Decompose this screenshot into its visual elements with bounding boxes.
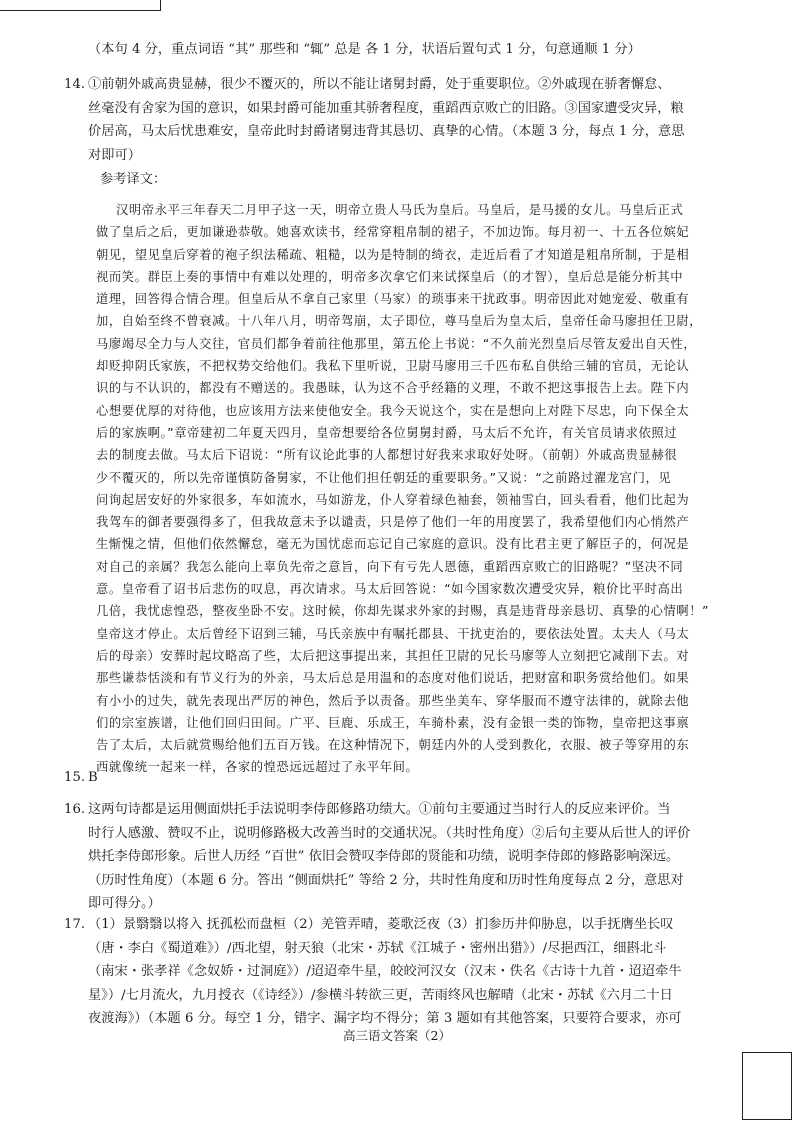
translation-line: 生惭愧之情，但他们依然懈怠，毫无为国忧虑而忘记自己家庭的意识。没有比君主更了解臣子的，何况是 [96,537,690,552]
question-14 [64,73,738,167]
header-frame-box [0,0,161,11]
q14-line: 对即可） [88,147,141,163]
header-note-text: （本句 4 分，重点词语 “其” 那些和 “辄” 总是 各 1 分，状语后置句式 1 分，句意通顺 1 分） [88,42,641,57]
q16-line: 即可得分。） [88,896,161,911]
translation-line: 加，自始至终不曾衰减。十八年八月，明帝驾崩，太子即位，尊马皇后为皇太后，皇帝任命马廖担任卫尉， [96,314,703,329]
translation-line: 那些谦恭恬淡和有节义行为的外亲，马太后总是用温和的态度对他们说话，把财富和职务赏给他们。如果 [96,671,690,686]
translation-heading [100,168,750,192]
q15-number: 15. [64,770,86,785]
q17-line: （唐・李白《蜀道难》）/西北望，射天狼（北宋・苏轼《江城子・密州出猎》）/尽挹西江，细斟北斗 [88,940,667,956]
translation-line: 后的母亲）安葬时起坟略高了些，太后把这事提出来，其担任卫尉的兄长马廖等人立刻把它减削下去。对 [96,648,690,663]
translation-line: 识的与不认识的，都没有不赠送的。我愚昧，认为这不合乎经籍的义理，不敢不把这事报告上去。陛下内 [96,381,690,396]
translation-line: 道理，回答得合情合理。但皇后从不拿自己家里（马家）的琐事来干扰政事。明帝因此对她宠爱、敬重有 [96,292,690,307]
q17-line: （南宋・张孝祥《念奴娇・过洞庭》）/迢迢牵牛星，皎皎河汉女（汉末・佚名《古诗十九首・迢迢牵牛 [88,964,682,979]
page-footer: 高三语文答案（2） [343,1028,451,1043]
q14-number: 14. [64,77,86,92]
translation-line: 视而笑。群臣上奏的事情中有难以处理的，明帝多次拿它们来试探皇后（的才智），皇后总是能分析其中 [96,269,684,284]
q17-line: （1）景翳翳以将入 抚孤松而盘桓（2）羌管弄晴，菱歌泛夜（3）扪参历井仰胁息，以手抚膺坐长叹 [88,917,674,932]
translation-line: 意。皇帝看了诏书后悲伤的叹息，再次请求。马太后回答说：“如今国家数次遭受灾异，粮价比平时高出 [96,582,684,597]
header-note [88,38,738,62]
translation-line: 西就像统一起来一样，各家的惶恐远远超过了永平年间。 [96,760,419,775]
translation-line: 告了太后，太后就赏赐给他们五百万钱。在这种情况下，朝廷内外的人受到教化，衣服、被子等穿用的东 [96,738,690,753]
translation-line: 少不覆灭的，所以先帝谨慎防备舅家，不让他们担任朝廷的重要职务。”又说：“之前路过濯龙宫门，见 [96,470,672,485]
q16-number: 16. [64,802,86,817]
translation-line: 心想要优厚的对待他，也应该用方法来使他安全。我今天说这个，实在是想向上对陛下尽忠，向下保全太 [96,403,690,418]
q16-line: 烘托李侍郎形象。后世人历经 “百世” 依旧会赞叹李侍郎的贤能和功绩，说明李侍郎的修路影响深远。 [88,849,680,864]
translation-line: 做了皇后之后，更加谦逊恭敬。她喜欢读书，经常穿粗帛制的裙子，不加边饰。每月初一、十五各位嫔妃 [96,225,690,240]
q16-line: 时行人感激、赞叹不止，说明修路极大改善当时的交通状况。（共时性角度）②后句主要从后世人的评价 [88,825,691,841]
translation-line: 皇帝这才停止。太后曾经下诏到三辅，马氏亲族中有嘱托郡县、干扰吏治的，要依法处置。太夫人（马太 [96,626,690,641]
translation-line: 问询起居安好的外家很多，车如流水，马如游龙，仆人穿着绿色袖套，领袖雪白，回头看看，他们比起为 [96,492,690,507]
translation-line: 几倍，我忧虑惶恐，整夜坐卧不安。这时候，你却先谋求外家的封赐，真是违背母亲恳切、真挚的心情啊！” [96,604,710,619]
question-17 [64,913,738,1031]
translation-line: 有小小的过失，就先表现出严厉的神色，然后予以责备。那些坐美车、穿华服而不遵守法律的，就除去他 [96,693,690,708]
q17-number: 17. [64,917,86,932]
translation-line: 汉明帝永平三年春天二月甲子这一天，明帝立贵人马氏为皇后。马皇后，是马援的女儿。马皇后正式 [116,203,684,217]
q17-line: 夜渡海》）（本题 6 分。每空 1 分，错字、漏字均不得分；第 3 题如有其他答案，只要符合要求，亦可 [88,1011,682,1026]
q16-line: （历时性角度）（本题 6 分。答出 “侧面烘托” 等给 2 分，共时性角度和历时性角度每点 2 分，意思对 [88,872,684,888]
question-15 [64,766,738,790]
translation-line: 却贬抑阴氏家族，不把权势交给他们。我私下里听说，卫尉马廖用三千匹布私自供给三辅的官员，无论认 [96,359,690,374]
score-box [742,1052,792,1120]
q16-line: 这两句诗都是运用侧面烘托手法说明李侍郎修路功绩大。①前句主要通过当时行人的反应来评价。当 [88,802,671,817]
translation-line: 去的制度去做。马太后下诏说：“所有议论此事的人都想讨好我来求取好处呀。（前朝）外戚高贵显赫很 [96,448,678,463]
translation-line: 朝见，望见皇后穿着的袍子织法稀疏、粗糙，以为是特制的绮衣，走近后看了才知道是粗帛所制，于是相 [96,247,690,262]
question-16 [64,798,738,916]
q14-line: ①前朝外戚高贵显赫，很少不覆灭的，所以不能让诸舅封爵，处于重要职位。②外戚现在骄奢懈怠、 [88,77,671,92]
translation-line: 对自己的亲属？我怎么能向上辜负先帝之意旨，向下有亏先人恩德，重蹈西京败亡的旧路呢？”坚决不同 [96,559,684,574]
translation-heading-text: 参考译文： [100,172,167,187]
q17-line: 星》）/七月流火，九月授衣（《诗经》）/参横斗转欲三更，苦雨终风也解晴（北宋・苏轼《六月二十日 [88,987,673,1003]
translation-line: 马廖竭尽全力与人交往，官员们都争着前往他那里，第五伦上书说：“不久前光烈皇后尽管友爱出自天性， [96,336,697,351]
translation-body [96,199,776,779]
translation-line: 后的家族啊。”章帝建初二年夏天四月，皇帝想要给各位舅舅封爵，马太后不允许，有关官员请求依照过 [96,425,678,440]
translation-line: 我驾车的御者要强得多了，但我故意未予以谴责，只是停了他们一年的用度罢了，我希望他们内心悄然产 [96,515,690,530]
q14-line: 价居高，马太后忧患难安，皇帝此时封爵诸舅违背其恳切、真挚的心情。（本题 3 分，每点 1 分，意思 [88,124,685,139]
translation-line: 们的宗室族谱，让他们回归田间。广平、巨鹿、乐成王，车骑朴素，没有金银一类的饰物，皇帝把这事禀 [96,715,690,730]
q14-line: 丝毫没有舍家为国的意识，如果封爵可能加重其骄奢程度，重蹈西京败亡的旧路。③国家遭受灾异，粮 [88,100,684,116]
q15-answer: B [88,770,98,785]
